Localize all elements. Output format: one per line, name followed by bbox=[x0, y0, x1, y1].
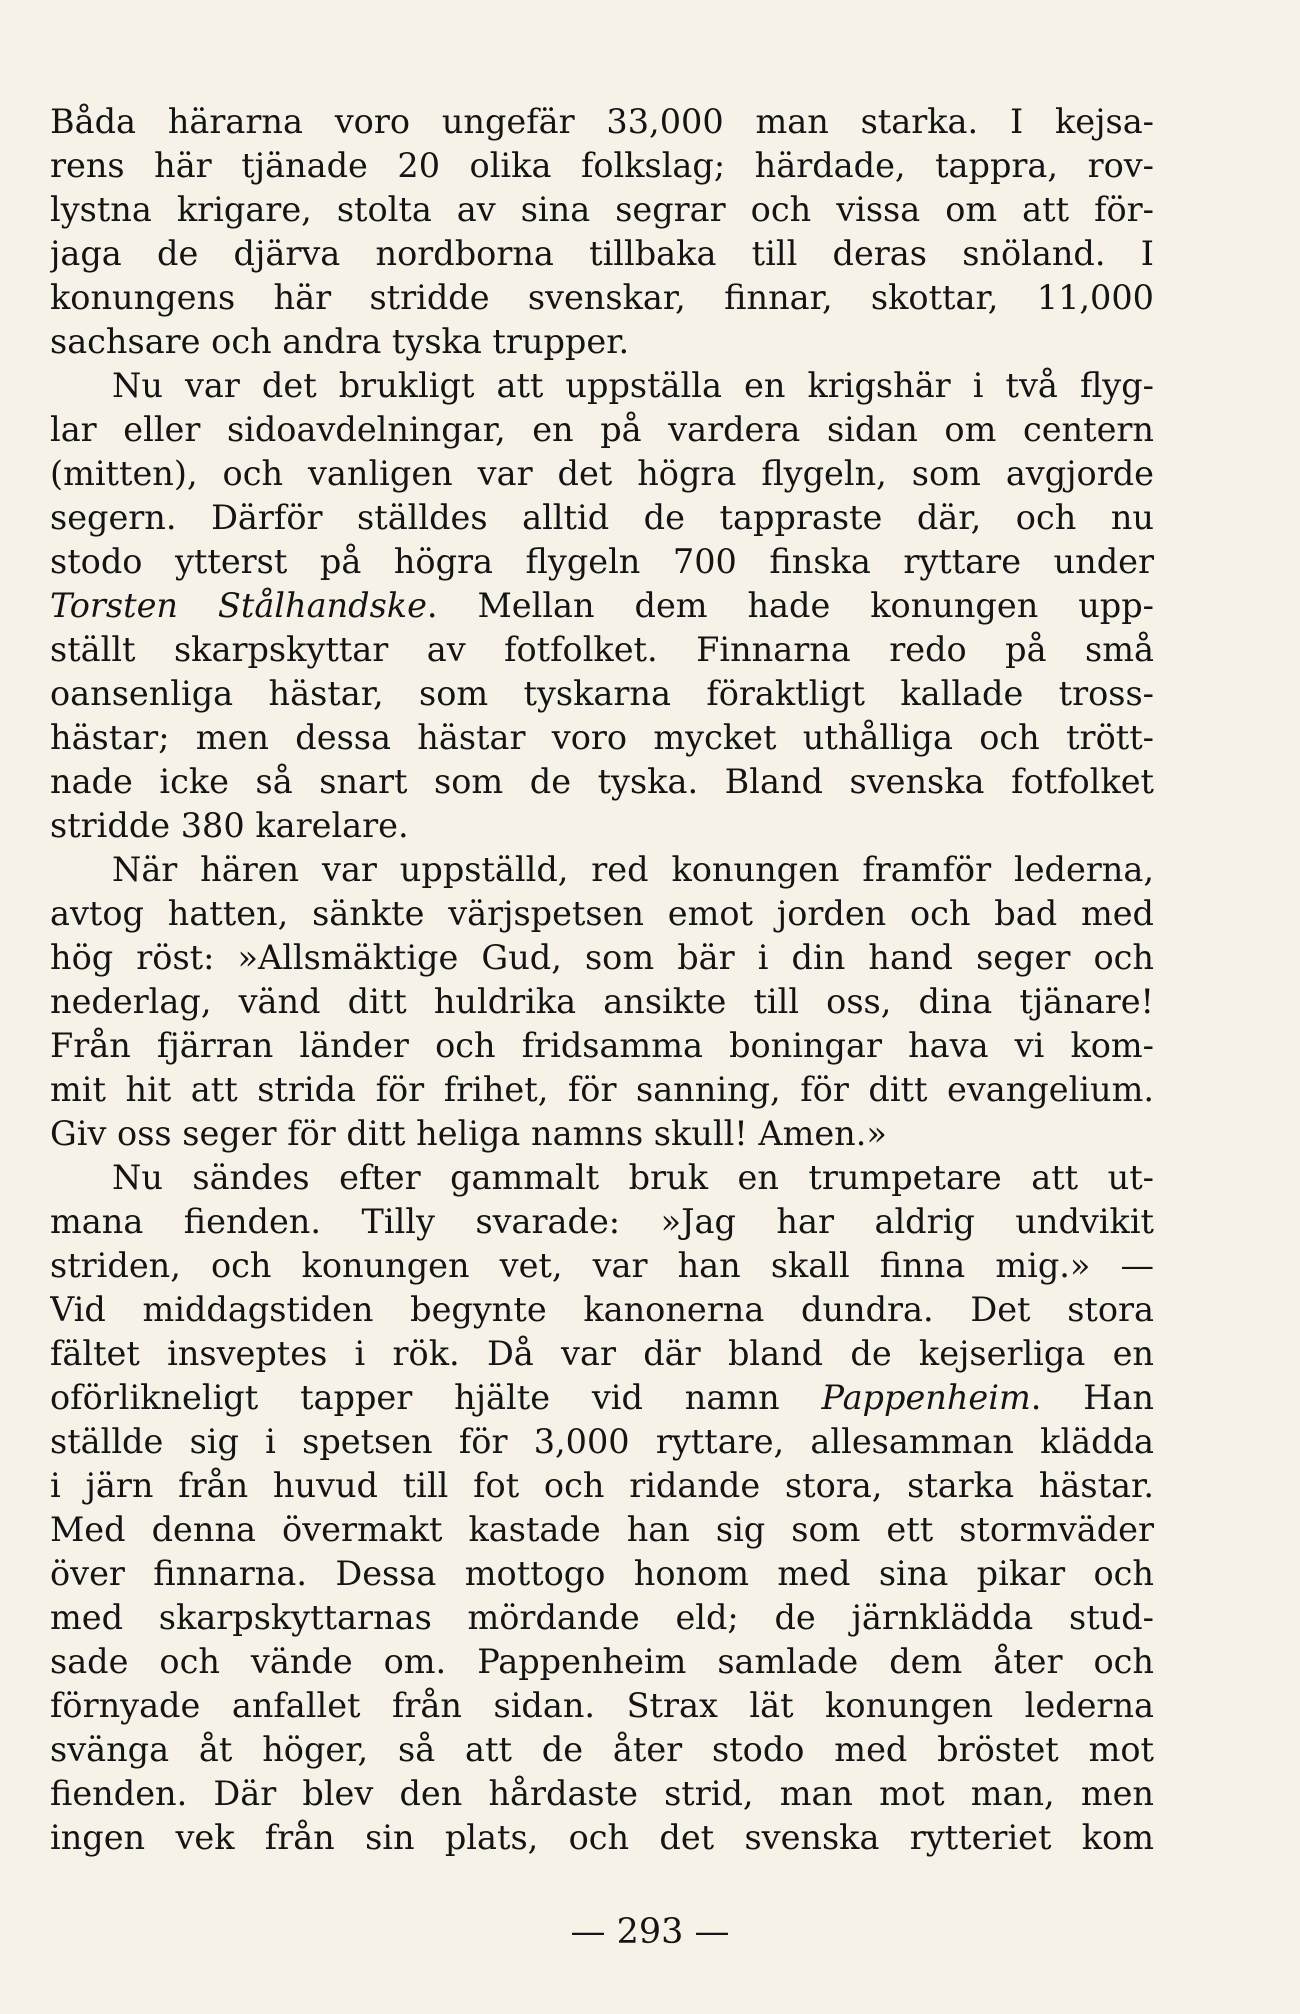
text-line: rens här tjänade 20 olika folkslag; härdade, tappra, rov- bbox=[50, 146, 1154, 185]
italic-name: Pappenheim bbox=[821, 1378, 1031, 1417]
text-line: Med denna övermakt kastade han sig som ett stormväder bbox=[50, 1510, 1154, 1549]
text-line-with-italic-name: Torsten Stålhandske. Mellan dem hade konungen upp- bbox=[50, 586, 1154, 625]
text-line: med skarpskyttarnas mördande eld; de järnklädda stud- bbox=[50, 1598, 1154, 1637]
text-line: konungens här stridde svenskar, finnar, skottar, 11,000 bbox=[50, 278, 1154, 317]
text-line: svänga åt höger, så att de åter stodo med bröstet mot bbox=[50, 1730, 1154, 1769]
text-line: sachsare och andra tyska trupper. bbox=[50, 322, 630, 361]
text-line: segern. Därför ställdes alltid de tappraste där, och nu bbox=[50, 498, 1154, 537]
text-line: stodo ytterst på högra flygeln 700 finska ryttare under bbox=[50, 542, 1154, 581]
text-line: nederlag, vänd ditt huldrika ansikte till oss, dina tjänare! bbox=[50, 982, 1154, 1021]
text-line: När hären var uppställd, red konungen framför lederna, bbox=[112, 850, 1154, 889]
text-line: striden, och konungen vet, var han skall finna mig.» — bbox=[50, 1246, 1154, 1285]
text-line: avtog hatten, sänkte värjspetsen emot jorden och bad med bbox=[50, 894, 1154, 933]
text-line: Nu sändes efter gammalt bruk en trumpetare att ut- bbox=[112, 1158, 1154, 1197]
text-line: ställt skarpskyttar av fotfolket. Finnarna redo på små bbox=[50, 630, 1154, 669]
text-line: lar eller sidoavdelningar, en på vardera sidan om centern bbox=[50, 410, 1154, 449]
text-line: över finnarna. Dessa mottogo honom med sina pikar och bbox=[50, 1554, 1154, 1593]
text-line: fältet insveptes i rök. Då var där bland de kejserliga en bbox=[50, 1334, 1154, 1373]
text-line: Båda härarna voro ungefär 33,000 man starka. I kejsa- bbox=[50, 102, 1154, 141]
text-line: (mitten), och vanligen var det högra flygeln, som avgjorde bbox=[50, 454, 1154, 493]
text-line: hästar; men dessa hästar voro mycket uthålliga och trött- bbox=[50, 718, 1154, 757]
text-line: jaga de djärva nordborna tillbaka till deras snöland. I bbox=[50, 234, 1154, 273]
text-line-with-italic-name: oförlikneligt tapper hjälte vid namn Pappenheim. Han bbox=[50, 1378, 1154, 1417]
text-line: nade icke så snart som de tyska. Bland svenska fotfolket bbox=[50, 762, 1154, 801]
text-line: mit hit att strida för frihet, för sanning, för ditt evangelium. bbox=[50, 1070, 1154, 1109]
text-line: lystna krigare, stolta av sina segrar och vissa om att för- bbox=[50, 190, 1154, 229]
text-line: stridde 380 karelare. bbox=[50, 806, 409, 845]
text-line: Vid middagstiden begynte kanonerna dundra. Det stora bbox=[50, 1290, 1154, 1329]
text-line: hög röst: »Allsmäktige Gud, som bär i din hand seger och bbox=[50, 938, 1154, 977]
text-line: förnyade anfallet från sidan. Strax lät konungen lederna bbox=[50, 1686, 1154, 1725]
page-number: — 293 — bbox=[570, 1912, 730, 1952]
text-line: i järn från huvud till fot och ridande stora, starka hästar. bbox=[50, 1466, 1154, 1505]
text-line: mana fienden. Tilly svarade: »Jag har aldrig undvikit bbox=[50, 1202, 1154, 1241]
text-line: ingen vek från sin plats, och det svenska rytteriet kom bbox=[50, 1818, 1154, 1857]
text-line: ställde sig i spetsen för 3,000 ryttare, allesamman klädda bbox=[50, 1422, 1154, 1461]
text-line: oansenliga hästar, som tyskarna föraktligt kallade tross- bbox=[50, 674, 1154, 713]
text-line: fienden. Där blev den hårdaste strid, man mot man, men bbox=[50, 1774, 1154, 1813]
text-line: Nu var det brukligt att uppställa en krigshär i två flyg- bbox=[112, 366, 1154, 405]
italic-name: Torsten Stålhandske bbox=[50, 586, 427, 625]
text-line: Giv oss seger för ditt heliga namns skull! Amen.» bbox=[50, 1114, 887, 1153]
text-line: sade och vände om. Pappenheim samlade dem åter och bbox=[50, 1642, 1154, 1681]
body-text bbox=[50, 100, 1154, 1860]
text-line: Från fjärran länder och fridsamma boningar hava vi kom- bbox=[50, 1026, 1154, 1065]
